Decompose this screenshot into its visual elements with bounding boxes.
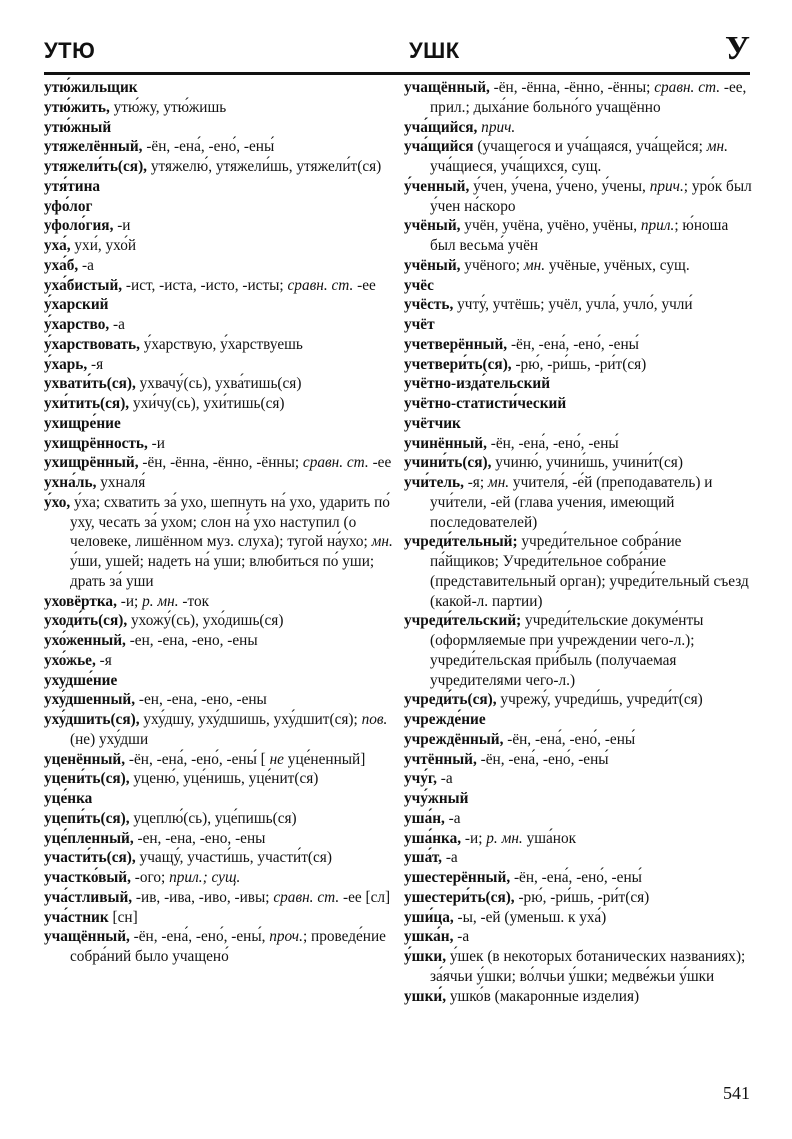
grammar-note: р. мн. [138, 592, 179, 610]
entry-forms: -ив, -ива, -иво, -ивы; [132, 888, 270, 906]
grammar-note: сравн. ст. [269, 888, 340, 906]
grammar-note: мн. [520, 256, 546, 274]
headword: у́харствовать, [44, 335, 140, 353]
dictionary-entry [44, 216, 394, 236]
dictionary-entry [44, 434, 394, 454]
headword: утю́жить, [44, 98, 110, 116]
dictionary-entry [404, 927, 754, 947]
entry-forms: у́ха; схватить за́ ухо, шепнуть на́ ухо, ударить по́ уху, чесать за́ ухом; слон на́ ухо наступил (о человеке, лишённом муз. слуха); тугой на́ухо; [70, 493, 390, 551]
grammar-note: проч. [265, 928, 303, 946]
entry-forms: -ён, -ена́, -ено́, -ены́ [507, 335, 639, 353]
left-guide-word: УТЮ [44, 38, 96, 63]
entry-forms: -и [113, 217, 131, 235]
header-rule [44, 72, 750, 75]
headword: учёный, [404, 256, 461, 274]
headword: уша́н, [404, 809, 445, 827]
entry-forms: -рю́, -ри́шь, -ри́т(ся) [511, 355, 647, 373]
section-letter: У [725, 30, 750, 67]
headword: утю́жный [44, 118, 112, 136]
entry-forms: учиню́, учини́шь, учини́т(ся) [491, 454, 683, 472]
dictionary-entry [44, 927, 394, 967]
headword: учётно-изда́тельский [404, 375, 551, 393]
dictionary-entry [404, 611, 754, 690]
dictionary-entry [404, 256, 754, 276]
dictionary-entry [44, 809, 394, 829]
headword: ухо́жье, [44, 651, 96, 669]
entry-forms: утю́жу, утю́жишь [109, 98, 227, 116]
dictionary-entry [404, 848, 754, 868]
dictionary-entry [404, 690, 754, 710]
entry-forms: -а [78, 256, 94, 274]
entry-forms: -ен, -ена, -ено, -ены [133, 829, 266, 847]
entry-forms: -и [147, 434, 165, 452]
dictionary-entry [44, 651, 394, 671]
dictionary-entry [44, 868, 394, 888]
dictionary-entry [44, 789, 394, 809]
dictionary-entry [404, 78, 754, 118]
entry-forms: -а [436, 770, 453, 788]
dictionary-entry [44, 315, 394, 335]
headword: учёсть, [404, 296, 454, 314]
entry-forms: ухожу́(сь), ухо́дишь(ся) [127, 612, 284, 630]
dictionary-entry [44, 671, 394, 691]
grammar-note: прич. [477, 118, 516, 136]
dictionary-entry [44, 295, 394, 315]
entry-continuation: уча́щиеся, уча́щихся, сущ. [430, 158, 602, 175]
entry-forms: утяжелю́, утяжели́шь, утяжели́т(ся) [147, 158, 382, 175]
dictionary-entry [404, 789, 754, 809]
grammar-note: сравн. ст. [650, 79, 721, 96]
entry-forms: -ого; [130, 869, 166, 886]
entry-forms: -ён, -ена́, -ено́, -ены́ [486, 434, 619, 452]
entry-forms: -ён, -ена́, -ено́, -ены́ [510, 869, 642, 886]
page-number: 541 [723, 1083, 750, 1103]
entry-forms: -ён, -ена́, -ено́, -ены́, [129, 928, 266, 946]
headword: ухи́тить(ся), [44, 395, 130, 412]
entry-forms: -а [444, 809, 461, 827]
headword: уходи́ть(ся), [44, 612, 128, 630]
dictionary-entry [404, 809, 754, 829]
entry-forms: -я [87, 355, 104, 373]
headword: уце́пленный, [44, 829, 134, 847]
grammar-note: р. мн. [482, 829, 523, 847]
headword: учинённый, [404, 434, 487, 452]
headword: учтённый, [404, 750, 477, 768]
headword: уховёртка, [44, 592, 117, 610]
dictionary-entry [404, 947, 754, 987]
entry-forms: -ён, -ённа, -ённо, -ённы; [489, 79, 651, 96]
entry-continuation: -ток [178, 592, 210, 610]
dictionary-entry [44, 236, 394, 256]
entry-continuation: -ее [368, 454, 392, 472]
dictionary-entry [44, 157, 394, 177]
dictionary-entry [44, 750, 394, 770]
entry-continuation: у́ши, ушей; надеть на́ уши; влюбиться по́ уши; драть за́ уши [70, 553, 375, 590]
entry-forms: -рю́, -ри́шь, -ри́т(ся) [514, 888, 650, 906]
headword: ухищрённость, [44, 434, 148, 452]
entry-continuation: (не) уху́дши [70, 730, 149, 748]
entry-forms: -ен, -ена, -ено, -ены [135, 691, 267, 709]
dictionary-entry [404, 295, 754, 315]
headword: ушестери́ть(ся), [404, 888, 515, 906]
headword: учини́ть(ся), [404, 454, 492, 472]
dictionary-entry [44, 611, 394, 631]
entry-forms: ухи́чу(сь), ухи́тишь(ся) [129, 395, 285, 412]
entry-forms: -ён, -ена́, -ено́, -ены́ [503, 730, 636, 748]
dictionary-entry [404, 453, 754, 473]
entry-forms: ухвачу́(сь), ухва́тишь(ся) [135, 375, 302, 393]
headword: уфо́лог [44, 197, 93, 215]
headword: ушки́, [404, 987, 447, 1005]
entry-forms: уценю́, уце́нишь, уце́нит(ся) [129, 770, 319, 788]
entry-forms: у́чен, у́чена, у́чено, у́чены, [469, 177, 646, 195]
headword: уцени́ть(ся), [44, 770, 130, 788]
dictionary-entry [404, 394, 754, 414]
headword: ухо́женный, [44, 632, 126, 649]
grammar-note: не [265, 750, 284, 768]
entry-continuation: уша́нок [522, 829, 577, 847]
headword: уха́бистый, [44, 276, 123, 294]
headword: у́харский [44, 296, 109, 314]
headword: уценённый, [44, 750, 126, 768]
entry-continuation: учёные, учёных, сущ. [545, 256, 690, 274]
dictionary-entry [404, 908, 754, 928]
headword: уху́дшить(ся), [44, 711, 140, 728]
dictionary-entry [44, 710, 394, 750]
headword: у́хо, [44, 493, 71, 511]
headword: уча́стник [44, 908, 109, 926]
headword: у́шки, [404, 948, 447, 965]
headword: ухищрённый, [44, 454, 139, 472]
grammar-note: прич. [645, 177, 684, 195]
entry-continuation: -ее, прил.; дыха́ние больно́го учащённо [430, 79, 747, 116]
dictionary-entry [44, 888, 394, 908]
grammar-note: мн. [702, 138, 728, 156]
entry-forms: у́харствую, у́харствуешь [139, 335, 303, 353]
dictionary-entry [404, 276, 754, 296]
headword: уша́нка, [404, 829, 462, 847]
headword: ухвати́ть(ся), [44, 375, 136, 393]
entry-forms: -ён, -ена́, -ено́, -ены́ [476, 750, 609, 768]
grammar-note: сравн. ст. [299, 454, 369, 472]
dictionary-entry [44, 276, 394, 296]
dictionary-entry [44, 493, 394, 592]
entry-forms: уцеплю́(сь), уце́пишь(ся) [129, 809, 297, 827]
entry-forms: уху́дшу, уху́дшишь, уху́дшит(ся); [139, 711, 358, 728]
headword: утю́жильщик [44, 79, 138, 96]
dictionary-entry [404, 216, 754, 256]
headword: учетвери́ть(ся), [404, 355, 512, 373]
headword: учреди́тельский; [404, 612, 522, 630]
dictionary-entry [44, 908, 394, 928]
dictionary-entry [404, 888, 754, 908]
dictionary-entry [44, 453, 394, 473]
entry-forms: учрежу́, учреди́шь, учреди́т(ся) [496, 691, 703, 709]
dictionary-entry [404, 118, 754, 138]
entry-forms: учреди́тельские докуме́нты (оформляемые при учреждении чего-л.); учреди́тельская при́быль (получаемая учредителями чего-л.) [430, 612, 704, 689]
dictionary-entry [44, 197, 394, 217]
headword: ухна́ль, [44, 474, 97, 491]
dictionary-entry [404, 137, 754, 177]
headword: уха́б, [44, 256, 79, 274]
headword: ухудше́ние [44, 671, 118, 689]
entry-forms: -а [453, 928, 470, 946]
dictionary-entry [404, 769, 754, 789]
headword: ухищре́ние [44, 414, 121, 432]
dictionary-entry [404, 730, 754, 750]
entry-forms: -а [442, 849, 458, 867]
entry-forms: -и; [116, 592, 139, 610]
headword: учреждённый, [404, 730, 504, 748]
dictionary-entry [44, 355, 394, 375]
headword: уфоло́гия, [44, 217, 114, 235]
entry-forms: ушко́в (макаронные изделия) [446, 987, 640, 1005]
dictionary-entry [404, 532, 754, 611]
headword: уши́ца, [404, 908, 454, 926]
dictionary-entry [404, 829, 754, 849]
dictionary-entry [44, 335, 394, 355]
dictionary-entry [404, 473, 754, 532]
dictionary-entry [404, 750, 754, 770]
headword: участи́ть(ся), [44, 849, 136, 867]
headword: уху́дшенный, [44, 691, 136, 709]
headword: учёный, [404, 217, 461, 235]
entry-forms: учащу́, участи́шь, участи́т(ся) [135, 849, 332, 867]
dictionary-entry [44, 118, 394, 138]
dictionary-entry [44, 631, 394, 651]
dictionary-entry [404, 414, 754, 434]
dictionary-entry [44, 414, 394, 434]
headword: у́харь, [44, 355, 88, 373]
entry-forms: -ен, -ена, -ено, -ены [125, 632, 258, 649]
grammar-note: мн. [367, 533, 393, 551]
entry-forms: -ён, -ена́, -ено́, -ены́ [ [125, 750, 266, 768]
entry-forms: ухналя́ [96, 474, 146, 491]
headword: учащённый, [44, 928, 130, 946]
grammar-note: прил.; сущ. [165, 869, 241, 886]
dictionary-entry [404, 434, 754, 454]
dictionary-entry [44, 256, 394, 276]
dictionary-entry [404, 355, 754, 375]
dictionary-entry [44, 769, 394, 789]
running-header [44, 30, 750, 74]
headword: учётчик [404, 414, 461, 432]
dictionary-entry [44, 690, 394, 710]
entry-forms: учён, учёна, учёно, учёны, [460, 217, 638, 235]
entry-forms: учту́, учтёшь; учёл, учла́, учло́, учли́ [453, 296, 693, 314]
entry-continuation: учителя́, -е́й (преподаватель) и учи́тели, -ей (глава учения, имеющий последователей) [430, 474, 713, 531]
left-column [44, 78, 394, 967]
entry-forms: -ён, -ена́, -ено́, -ены́ [142, 138, 275, 156]
dictionary-entry [44, 177, 394, 197]
right-column [404, 78, 754, 1006]
headword: уча́щийся, [404, 118, 478, 136]
entry-forms: -я [95, 651, 112, 669]
dictionary-entry [404, 374, 754, 394]
headword: учёт [404, 316, 435, 333]
dictionary-entry [44, 473, 394, 493]
entry-forms: -ист, -иста, -исто, -исты; [122, 276, 284, 294]
entry-forms: учреди́тельное собра́ние па́йщиков; Учреди́тельное собра́ние (представительный орган); учреди́тельный съезд (какой-л. партии) [430, 533, 749, 610]
entry-forms: -ён, -ённа, -ённо, -ённы; [138, 454, 300, 472]
right-guide-word: УШК [409, 38, 460, 63]
entry-continuation: ; ю́ноша был весьма́ учён [430, 217, 729, 254]
dictionary-entry [404, 868, 754, 888]
dictionary-entry [44, 137, 394, 157]
headword: участко́вый, [44, 869, 131, 886]
headword: ушка́н, [404, 928, 454, 946]
headword: учетверённый, [404, 335, 508, 353]
dictionary-entry [44, 374, 394, 394]
entry-forms: -а [109, 316, 125, 333]
headword: учи́тель, [404, 474, 464, 491]
entry-forms: -и; [461, 829, 483, 847]
grammar-note: пов. [357, 711, 388, 728]
headword: учётно-статисти́ческий [404, 395, 567, 412]
entry-continuation: -ее [сл] [339, 888, 391, 906]
dictionary-entry [404, 987, 754, 1007]
grammar-note: прил. [637, 217, 675, 235]
entry-forms: учёного; [460, 256, 521, 274]
dictionary-entry [44, 394, 394, 414]
headword: уцепи́ть(ся), [44, 809, 130, 827]
dictionary-entry [44, 78, 394, 98]
dictionary-entry [404, 710, 754, 730]
dictionary-entry [404, 177, 754, 217]
entry-forms: у́шек (в некоторых ботанических названиях); за́ячьи у́шки; во́лчьи у́шки; медве́жьи у́шки [430, 948, 746, 985]
grammar-note: сравн. ст. [283, 276, 354, 294]
entry-continuation: уце́ненный] [283, 750, 366, 768]
headword: учащённый, [404, 79, 490, 96]
entry-forms: ухи́, ухо́й [70, 237, 137, 254]
entry-continuation: ; проведе́ние собра́ний было учащено́ [70, 928, 386, 965]
headword: у́харство, [44, 316, 110, 333]
dictionary-entry [44, 829, 394, 849]
headword: учу́г, [404, 770, 437, 788]
headword: учу́жный [404, 790, 469, 807]
headword: учёс [404, 276, 434, 294]
dictionary-entry [404, 335, 754, 355]
entry-forms: (учащегося и уча́щаяся, уча́щейся; [473, 138, 703, 156]
entry-continuation: ; уро́к был у́чен на́скоро [430, 177, 752, 215]
headword: учрежде́ние [404, 711, 486, 728]
grammar-note: мн. [484, 474, 510, 491]
entry-forms: [сн] [108, 908, 138, 926]
headword: уша́т, [404, 849, 443, 867]
headword: учреди́ть(ся), [404, 691, 497, 709]
headword: у́ченный, [404, 177, 470, 195]
headword: учреди́тельный; [404, 533, 518, 551]
headword: уча́щийся [404, 138, 474, 156]
entry-forms: -я; [463, 474, 485, 491]
entry-forms: -ы, -ей (уменьш. к уха́) [453, 908, 607, 926]
entry-continuation: -ее [353, 276, 376, 294]
dictionary-entry [404, 315, 754, 335]
headword: утяжелённый, [44, 138, 143, 156]
headword: уча́стливый, [44, 888, 133, 906]
dictionary-entry [44, 848, 394, 868]
headword: уха́, [44, 237, 71, 254]
dictionary-entry [44, 98, 394, 118]
headword: уце́нка [44, 790, 93, 807]
headword: утя́тина [44, 177, 101, 195]
dictionary-entry [44, 592, 394, 612]
headword: утяжели́ть(ся), [44, 158, 147, 175]
headword: ушестерённый, [404, 869, 511, 886]
